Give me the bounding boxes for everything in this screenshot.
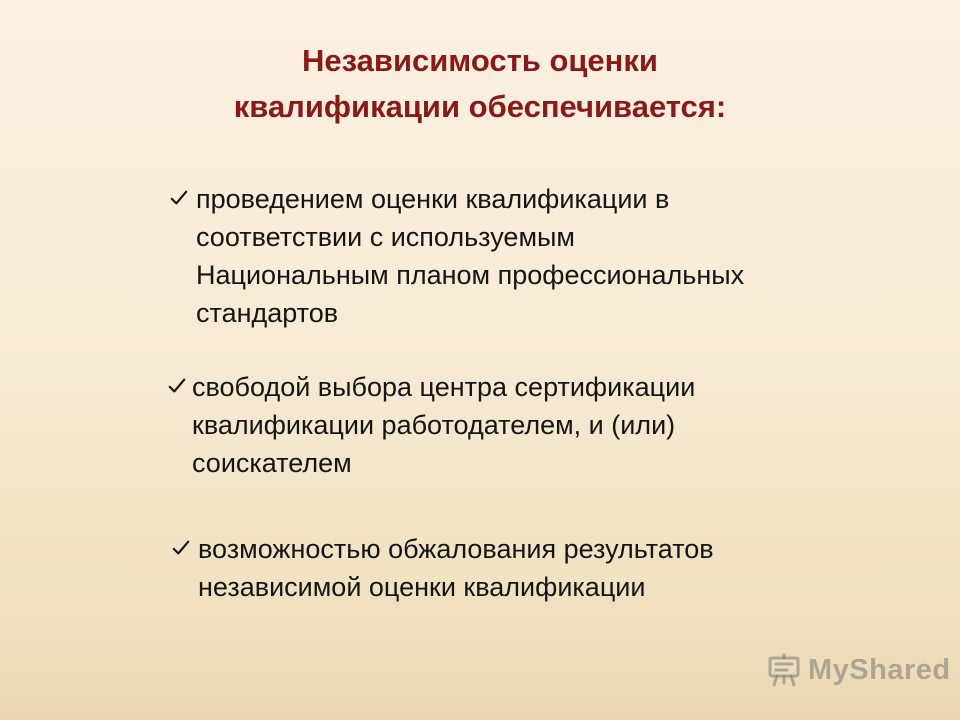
presentation-board-icon	[766, 652, 802, 688]
bullet-item	[192, 368, 695, 482]
bullet-line: стандартов	[196, 298, 339, 328]
bullet-line: свободой выбора центра сертификации	[192, 372, 696, 402]
bullet-line: Национальным планом профессиональных	[196, 260, 745, 290]
watermark-text: MyShared	[808, 653, 951, 686]
checkmark-icon	[168, 377, 186, 395]
title-line: Независимость оценки	[302, 43, 658, 78]
bullet-line: возможностью обжалования результатов	[198, 534, 714, 564]
bullet-line: независимой оценки квалификации	[198, 572, 646, 602]
bullet-line: квалификации работодателем, и (или)	[192, 410, 676, 440]
slide-title	[0, 38, 960, 130]
bullet-item	[196, 180, 744, 332]
bullet-line: соответствии с используемым	[196, 222, 575, 252]
checkmark-icon	[172, 539, 190, 557]
bullet-line: проведением оценки квалификации в	[196, 184, 670, 214]
watermark	[766, 652, 951, 688]
bullet-item	[198, 530, 714, 606]
checkmark-icon	[170, 189, 188, 207]
bullet-line: соискателем	[192, 448, 352, 478]
title-line: квалификации обеспечивается:	[233, 89, 727, 124]
